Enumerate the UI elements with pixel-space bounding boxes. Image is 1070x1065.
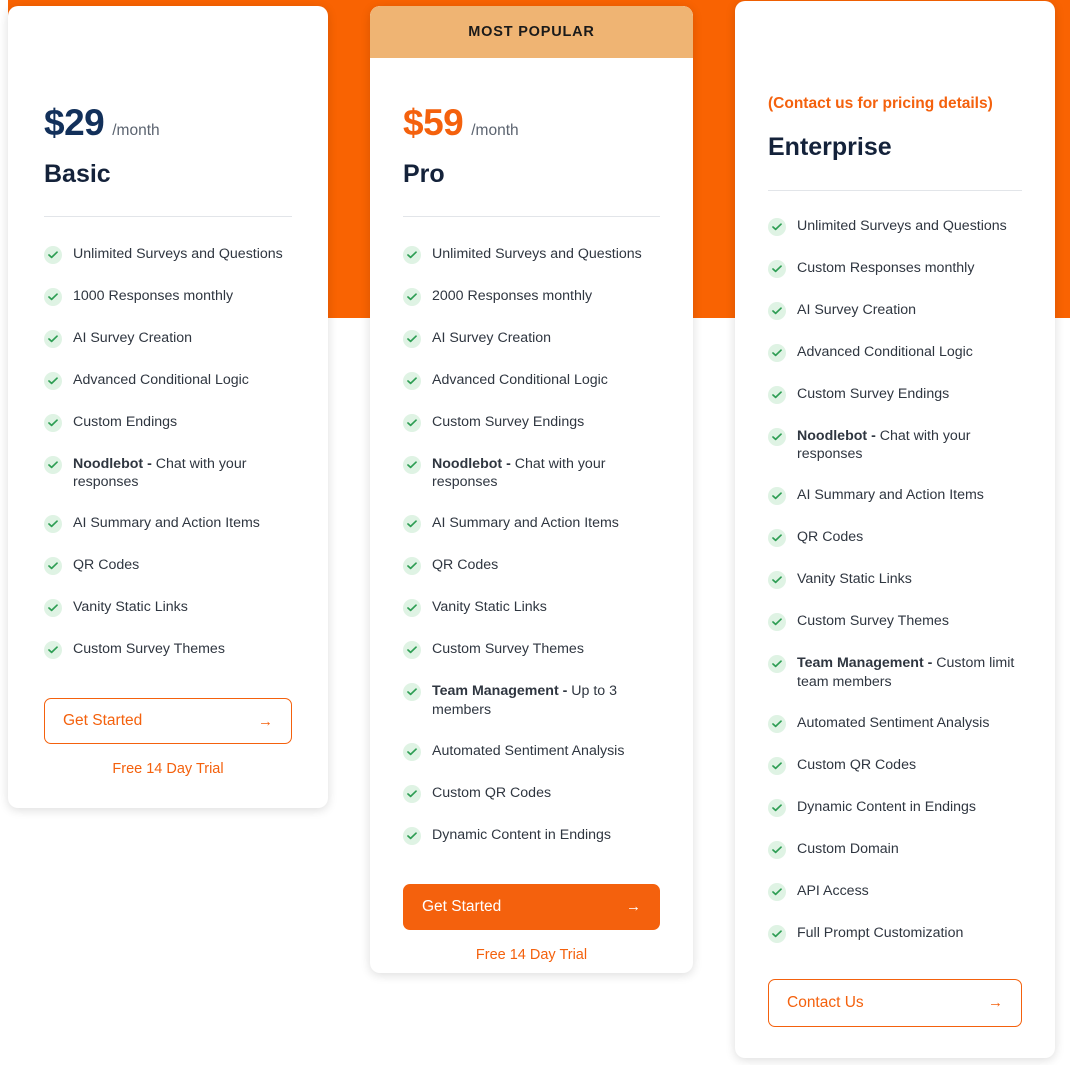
check-icon [44, 414, 62, 432]
check-icon [403, 288, 421, 306]
feature-label: Custom QR Codes [432, 784, 552, 801]
feature-item [768, 301, 1022, 320]
feature-label: QR Codes [432, 557, 499, 574]
check-icon [403, 330, 421, 348]
feature-label-bold: Team Management - Up to 3 members [432, 683, 618, 718]
check-icon [403, 557, 421, 575]
feature-item [403, 514, 660, 533]
trial-note-pro: Free 14 Day Trial [475, 946, 588, 963]
feature-label: Automated Sentiment Analysis [797, 714, 990, 731]
feature-label: AI Survey Creation [73, 330, 193, 346]
check-icon [768, 757, 786, 775]
feature-label: Custom Endings [73, 414, 178, 430]
most-popular-ribbon: MOST POPULAR [370, 6, 693, 58]
feature-item [768, 882, 1022, 901]
feature-item [403, 784, 660, 803]
feature-label: AI Survey Creation [797, 302, 917, 318]
feature-item [403, 742, 660, 761]
check-icon [44, 288, 62, 306]
pricing-card-enterprise [735, 1, 1055, 1058]
get-started-button-pro[interactable] [403, 884, 660, 930]
check-icon [44, 557, 62, 575]
price-basic: $29 [44, 102, 105, 143]
check-icon [768, 613, 786, 631]
cta-label-enterprise: Contact Us [787, 993, 864, 1011]
feature-item [403, 598, 660, 617]
feature-item [768, 343, 1022, 362]
background-band-left-gap [0, 0, 8, 318]
feature-label: 1000 Responses monthly [73, 288, 234, 304]
feature-label: AI Summary and Action Items [432, 515, 619, 532]
check-icon [44, 246, 62, 264]
feature-label: Custom Survey Themes [797, 613, 949, 630]
feature-label: Vanity Static Links [432, 599, 547, 616]
feature-label: Dynamic Content in Endings [797, 798, 977, 815]
price-period-pro: /month [471, 122, 519, 139]
feature-label: AI Summary and Action Items [73, 515, 260, 532]
feature-label: API Access [797, 882, 869, 899]
feature-item [403, 371, 660, 390]
check-icon [403, 372, 421, 390]
feature-label: QR Codes [73, 557, 140, 574]
cta-label-basic: Get Started [63, 712, 143, 730]
check-icon [44, 641, 62, 659]
check-icon [768, 428, 786, 446]
check-icon [768, 529, 786, 547]
price-row-basic [44, 102, 292, 144]
feature-item [44, 287, 292, 306]
feature-item [44, 413, 292, 432]
feature-label: AI Survey Creation [432, 330, 552, 346]
feature-item [44, 245, 292, 264]
check-icon [768, 715, 786, 733]
check-icon [403, 785, 421, 803]
feature-item [768, 259, 1022, 278]
feature-label: Vanity Static Links [73, 599, 188, 616]
feature-label: Advanced Conditional Logic [432, 372, 608, 388]
plan-name-pro: Pro [403, 160, 445, 188]
arrow-right-icon: → [988, 994, 1003, 1012]
feature-label: Unlimited Surveys and Questions [432, 246, 642, 262]
feature-item [403, 245, 660, 264]
check-icon [44, 456, 62, 474]
feature-label-bold: Noodlebot - Chat with your responses [797, 428, 971, 463]
feature-item [768, 840, 1022, 859]
check-icon [403, 414, 421, 432]
check-icon [768, 260, 786, 278]
feature-item [768, 570, 1022, 589]
check-icon [403, 515, 421, 533]
feature-label: Custom Survey Themes [432, 641, 584, 658]
check-icon [44, 372, 62, 390]
contact-us-button[interactable] [768, 979, 1022, 1027]
feature-item [44, 640, 292, 659]
arrow-right-icon: → [258, 712, 273, 730]
divider-basic [44, 216, 292, 217]
feature-label: Unlimited Surveys and Questions [73, 246, 283, 262]
check-icon [768, 841, 786, 859]
feature-item [44, 598, 292, 617]
trial-note-basic: Free 14 Day Trial [112, 761, 224, 778]
feature-label: 2000 Responses monthly [432, 288, 593, 304]
feature-label: Unlimited Surveys and Questions [797, 218, 1007, 234]
pricing-card-basic [8, 6, 328, 808]
price-pro: $59 [403, 102, 464, 143]
check-icon [768, 302, 786, 320]
feature-item [44, 556, 292, 575]
divider-pro [403, 216, 660, 217]
feature-item [403, 682, 660, 718]
feature-label-bold: Noodlebot - Chat with your responses [73, 456, 247, 491]
cta-label-pro: Get Started [422, 897, 502, 915]
check-icon [44, 515, 62, 533]
feature-item [768, 612, 1022, 631]
feature-item [403, 556, 660, 575]
check-icon [768, 487, 786, 505]
feature-item [403, 413, 660, 432]
feature-label: Custom Survey Themes [73, 641, 225, 658]
check-icon [768, 925, 786, 943]
feature-label-bold: Team Management - Custom limit team members [797, 655, 1015, 690]
feature-item [768, 714, 1022, 733]
check-icon [768, 344, 786, 362]
feature-item [768, 654, 1022, 690]
feature-item [44, 371, 292, 390]
price-period-basic: /month [112, 122, 160, 139]
feature-label: Full Prompt Customization [797, 924, 964, 941]
feature-item [403, 287, 660, 306]
feature-item [44, 329, 292, 348]
feature-item [768, 486, 1022, 505]
check-icon [403, 683, 421, 701]
feature-item [403, 826, 660, 845]
feature-item [768, 798, 1022, 817]
feature-item [768, 756, 1022, 775]
check-icon [403, 599, 421, 617]
check-icon [768, 655, 786, 673]
check-icon [403, 827, 421, 845]
feature-label: Custom Responses monthly [797, 260, 975, 276]
check-icon [403, 246, 421, 264]
feature-item [403, 455, 660, 491]
check-icon [44, 330, 62, 348]
feature-label-bold: Noodlebot - Chat with your responses [432, 456, 606, 491]
feature-label: Custom Domain [797, 840, 899, 857]
feature-label: Advanced Conditional Logic [73, 372, 249, 388]
plan-name-enterprise: Enterprise [768, 133, 892, 161]
get-started-button-basic[interactable] [44, 698, 292, 744]
feature-label: Advanced Conditional Logic [797, 344, 973, 360]
arrow-right-icon: → [626, 898, 641, 916]
check-icon [44, 599, 62, 617]
feature-list-basic [44, 245, 292, 659]
feature-item [44, 455, 292, 491]
divider-enterprise [768, 190, 1022, 191]
feature-label: Custom Survey Endings [797, 386, 950, 402]
price-row-pro [403, 102, 660, 144]
feature-item [768, 528, 1022, 547]
feature-label: Dynamic Content in Endings [432, 826, 612, 843]
feature-item [768, 385, 1022, 404]
feature-item [768, 924, 1022, 943]
feature-list-pro [403, 245, 660, 845]
plan-name-basic: Basic [44, 160, 111, 188]
feature-label: AI Summary and Action Items [797, 487, 984, 504]
check-icon [768, 883, 786, 901]
check-icon [403, 456, 421, 474]
check-icon [768, 218, 786, 236]
feature-item [768, 427, 1022, 463]
feature-item [403, 640, 660, 659]
pricing-card-pro [370, 6, 693, 973]
feature-item [403, 329, 660, 348]
feature-item [768, 217, 1022, 236]
check-icon [768, 799, 786, 817]
check-icon [403, 743, 421, 761]
check-icon [403, 641, 421, 659]
feature-list-enterprise [768, 217, 1022, 943]
feature-label: Custom QR Codes [797, 756, 917, 773]
feature-label: Vanity Static Links [797, 571, 912, 588]
feature-label: QR Codes [797, 529, 864, 546]
check-icon [768, 571, 786, 589]
feature-item [44, 514, 292, 533]
contact-pricing-note: (Contact us for pricing details) [768, 95, 993, 112]
check-icon [768, 386, 786, 404]
feature-label: Custom Survey Endings [432, 414, 585, 430]
feature-label: Automated Sentiment Analysis [432, 742, 625, 759]
